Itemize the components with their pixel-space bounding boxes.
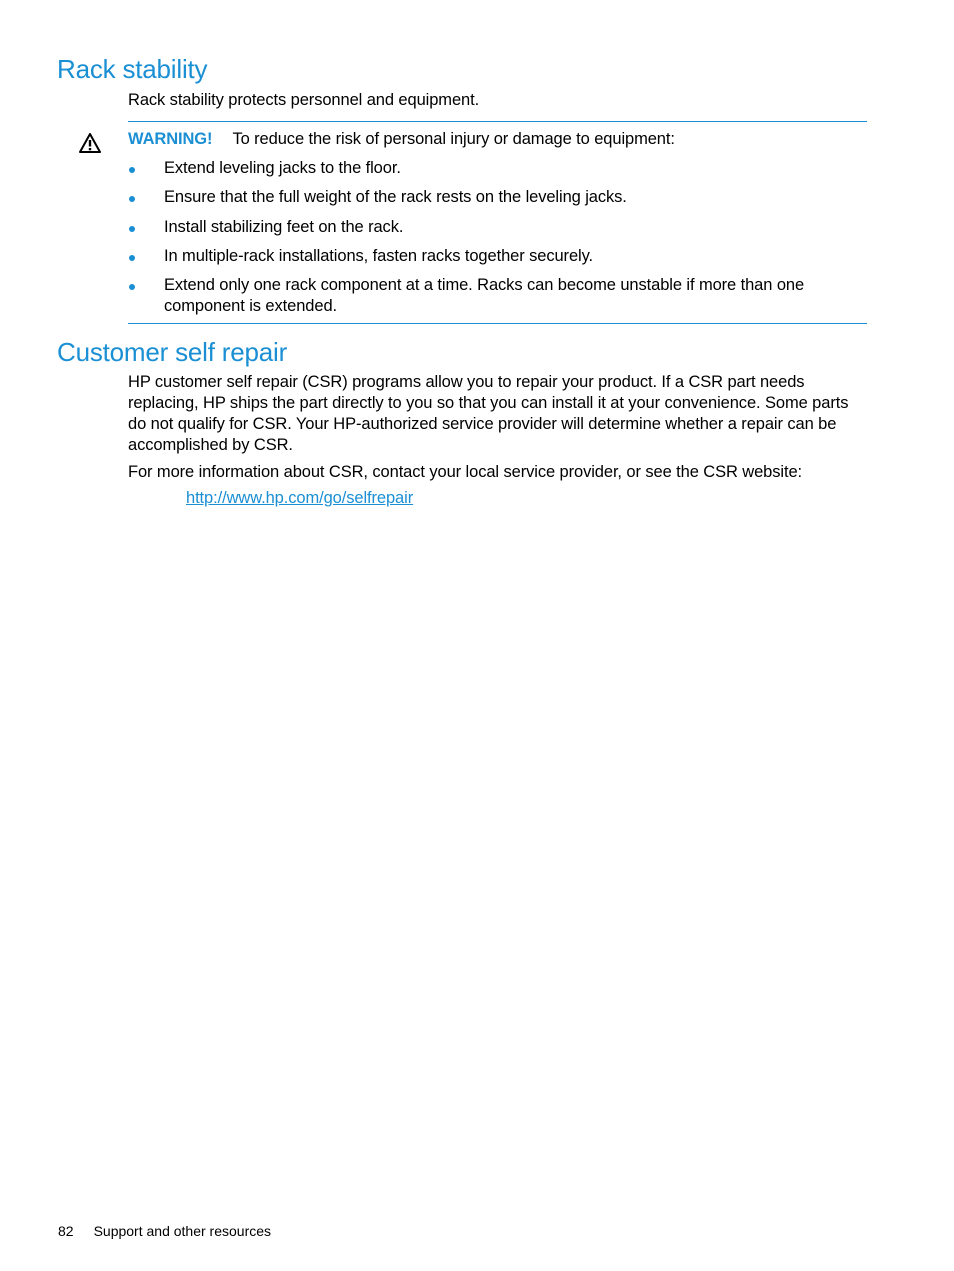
page-footer [58,1222,271,1240]
list-item: Install stabilizing feet on the rack. [128,217,868,238]
bullet-icon [129,255,135,261]
warning-triangle-icon [79,132,101,154]
warning-bottom-rule [128,323,867,324]
warning-top-rule [128,121,867,122]
bullet-icon [129,284,135,290]
bullet-icon [129,226,135,232]
footer-section-title: Support and other resources [93,1223,272,1239]
page-number: 82 [58,1223,74,1239]
rack-stability-intro: Rack stability protects personnel and equipment. [128,91,480,109]
heading-rack-stability: Rack stability [57,54,208,84]
list-item: Extend leveling jacks to the floor. [128,158,868,179]
list-item: Ensure that the full weight of the rack rests on the leveling jacks. [128,187,868,208]
warning-bullet-list [128,158,868,325]
heading-customer-self-repair: Customer self repair [57,337,288,367]
warning-text: To reduce the risk of personal injury or damage to equipment: [232,130,675,148]
warning-label: WARNING! [128,130,213,148]
list-item: Extend only one rack component at a time. Racks can become unstable if more than one component is extended. [128,275,868,317]
csr-paragraph: HP customer self repair (CSR) programs allow you to repair your product. If a CSR part needs replacing, HP ships the part directly to you so that you can install it at your convenience. Some parts do not qualify for CSR. Your HP-authorized service provider will determine whether a repair can be accomplished by CSR. [128,373,849,454]
csr-info-paragraph: For more information about CSR, contact your local service provider, or see the CSR website: [128,463,803,481]
warning-line [128,129,675,150]
list-item: In multiple-rack installations, fasten racks together securely. [128,246,868,267]
bullet-icon [129,196,135,202]
csr-website-link[interactable]: http://www.hp.com/go/selfrepair [186,489,414,507]
bullet-icon [129,167,135,173]
